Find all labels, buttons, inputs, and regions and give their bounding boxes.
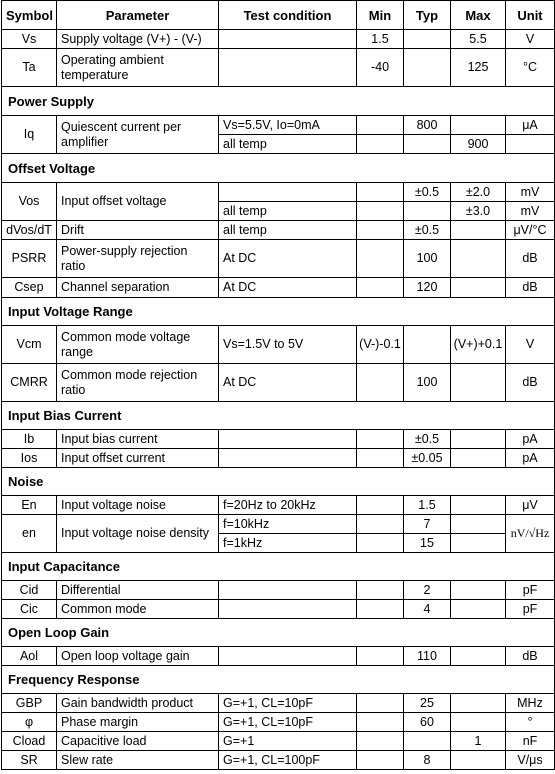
condition-cell: At DC — [219, 240, 357, 278]
min-cell — [357, 430, 404, 449]
max-cell — [451, 449, 506, 468]
typ-cell: 7 — [404, 515, 451, 534]
condition-cell: G=+1, CL=10pF — [219, 694, 357, 713]
typ-cell: 25 — [404, 694, 451, 713]
unit-cell: dB — [506, 278, 555, 298]
condition-cell — [219, 449, 357, 468]
condition-cell: Vs=5.5V, Io=0mA — [219, 116, 357, 135]
unit-cell: pF — [506, 581, 555, 600]
parameter-cell: Input offset voltage — [57, 183, 219, 221]
max-cell: 900 — [451, 135, 506, 154]
parameter-cell: Power-supply rejection ratio — [57, 240, 219, 278]
min-cell — [357, 202, 404, 221]
section-row — [2, 468, 555, 496]
section-title: Input Capacitance — [2, 553, 555, 581]
symbol-cell: Cload — [2, 732, 57, 751]
parameter-cell: Quiescent current per amplifier — [57, 116, 219, 154]
symbol-cell: SR — [2, 751, 57, 770]
min-cell — [357, 221, 404, 240]
min-cell — [357, 534, 404, 553]
condition-cell — [219, 430, 357, 449]
max-cell — [451, 221, 506, 240]
condition-cell: all temp — [219, 221, 357, 240]
table-row — [2, 430, 555, 449]
table-row — [2, 364, 555, 402]
typ-cell — [404, 202, 451, 221]
parameter-cell: Input voltage noise — [57, 496, 219, 515]
parameter-cell: Common mode — [57, 600, 219, 619]
section-row — [2, 402, 555, 430]
table-row — [2, 116, 555, 135]
unit-cell: V — [506, 30, 555, 49]
max-cell — [451, 240, 506, 278]
min-cell — [357, 713, 404, 732]
parameter-cell: Gain bandwidth product — [57, 694, 219, 713]
symbol-cell: dVos/dT — [2, 221, 57, 240]
symbol-cell: Ios — [2, 449, 57, 468]
parameter-cell: Capacitive load — [57, 732, 219, 751]
condition-cell: all temp — [219, 135, 357, 154]
max-cell — [451, 364, 506, 402]
section-row — [2, 666, 555, 694]
min-cell — [357, 647, 404, 666]
unit-cell: dB — [506, 240, 555, 278]
symbol-cell: Vs — [2, 30, 57, 49]
condition-cell — [219, 49, 357, 87]
symbol-cell: En — [2, 496, 57, 515]
min-cell: -40 — [357, 49, 404, 87]
min-cell — [357, 449, 404, 468]
parameter-cell: Supply voltage (V+) - (V-) — [57, 30, 219, 49]
symbol-cell: Vcm — [2, 326, 57, 364]
table-row — [2, 326, 555, 364]
typ-cell — [404, 326, 451, 364]
max-cell: 125 — [451, 49, 506, 87]
symbol-cell: PSRR — [2, 240, 57, 278]
symbol-cell: Ta — [2, 49, 57, 87]
condition-cell — [219, 647, 357, 666]
table-row — [2, 183, 555, 202]
typ-cell — [404, 30, 451, 49]
typ-cell: 100 — [404, 240, 451, 278]
parameter-cell: Drift — [57, 221, 219, 240]
table-row — [2, 694, 555, 713]
symbol-cell: Cid — [2, 581, 57, 600]
symbol-cell: Cic — [2, 600, 57, 619]
symbol-cell: Aol — [2, 647, 57, 666]
parameter-cell: Input voltage noise density — [57, 515, 219, 553]
unit-cell: μV — [506, 496, 555, 515]
min-cell — [357, 732, 404, 751]
max-cell — [451, 278, 506, 298]
max-cell: (V+)+0.1 — [451, 326, 506, 364]
parameter-cell: Differential — [57, 581, 219, 600]
condition-cell: f=1kHz — [219, 534, 357, 553]
parameter-cell: Slew rate — [57, 751, 219, 770]
symbol-cell: Csep — [2, 278, 57, 298]
max-cell — [451, 496, 506, 515]
condition-cell: G=+1 — [219, 732, 357, 751]
parameter-cell: Open loop voltage gain — [57, 647, 219, 666]
parameter-cell: Operating ambient temperature — [57, 49, 219, 87]
table-row — [2, 581, 555, 600]
unit-cell: mV — [506, 183, 555, 202]
section-row — [2, 154, 555, 183]
unit-cell: V — [506, 326, 555, 364]
condition-cell: G=+1, CL=10pF — [219, 713, 357, 732]
table-row — [2, 496, 555, 515]
col-symbol: Symbol — [2, 1, 57, 30]
symbol-cell: Ib — [2, 430, 57, 449]
max-cell: ±3.0 — [451, 202, 506, 221]
section-title: Input Bias Current — [2, 402, 555, 430]
parameter-cell: Channel separation — [57, 278, 219, 298]
col-min: Min — [357, 1, 404, 30]
unit-cell: nV/√Hz — [506, 515, 555, 553]
typ-cell: 800 — [404, 116, 451, 135]
min-cell — [357, 364, 404, 402]
min-cell — [357, 581, 404, 600]
typ-cell: 110 — [404, 647, 451, 666]
parameter-cell: Common mode rejection ratio — [57, 364, 219, 402]
min-cell — [357, 135, 404, 154]
condition-cell: G=+1, CL=100pF — [219, 751, 357, 770]
table-row — [2, 278, 555, 298]
col-typ: Typ — [404, 1, 451, 30]
min-cell — [357, 694, 404, 713]
min-cell: (V-)-0.1 — [357, 326, 404, 364]
table-row — [2, 647, 555, 666]
condition-cell: f=20Hz to 20kHz — [219, 496, 357, 515]
section-row — [2, 553, 555, 581]
min-cell — [357, 116, 404, 135]
typ-cell: 1.5 — [404, 496, 451, 515]
min-cell — [357, 496, 404, 515]
typ-cell: 4 — [404, 600, 451, 619]
min-cell — [357, 183, 404, 202]
section-row — [2, 619, 555, 647]
max-cell — [451, 713, 506, 732]
section-row — [2, 298, 555, 326]
typ-cell — [404, 135, 451, 154]
condition-cell: At DC — [219, 278, 357, 298]
parameter-cell: Phase margin — [57, 713, 219, 732]
unit-cell: MHz — [506, 694, 555, 713]
symbol-cell: Vos — [2, 183, 57, 221]
col-unit: Unit — [506, 1, 555, 30]
min-cell — [357, 515, 404, 534]
unit-cell: °C — [506, 49, 555, 87]
min-cell — [357, 600, 404, 619]
unit-cell: μA — [506, 116, 555, 135]
parameter-cell: Common mode voltage range — [57, 326, 219, 364]
max-cell: 5.5 — [451, 30, 506, 49]
table-row — [2, 240, 555, 278]
table-row — [2, 221, 555, 240]
table-row — [2, 732, 555, 751]
table-row — [2, 713, 555, 732]
symbol-cell: φ — [2, 713, 57, 732]
max-cell — [451, 430, 506, 449]
condition-cell: At DC — [219, 364, 357, 402]
symbol-cell: CMRR — [2, 364, 57, 402]
header-row — [2, 1, 555, 30]
typ-cell: 120 — [404, 278, 451, 298]
max-cell — [451, 581, 506, 600]
table-row — [2, 600, 555, 619]
max-cell — [451, 647, 506, 666]
min-cell — [357, 278, 404, 298]
condition-cell: Vs=1.5V to 5V — [219, 326, 357, 364]
table-row — [2, 449, 555, 468]
typ-cell: 8 — [404, 751, 451, 770]
max-cell — [451, 694, 506, 713]
typ-cell — [404, 732, 451, 751]
unit-cell: pF — [506, 600, 555, 619]
unit-cell: dB — [506, 364, 555, 402]
parameter-cell: Input bias current — [57, 430, 219, 449]
unit-cell: dB — [506, 647, 555, 666]
typ-cell: 2 — [404, 581, 451, 600]
unit-cell: μV/°C — [506, 221, 555, 240]
typ-cell: 15 — [404, 534, 451, 553]
typ-cell: ±0.5 — [404, 430, 451, 449]
typ-cell: 100 — [404, 364, 451, 402]
typ-cell: ±0.5 — [404, 221, 451, 240]
max-cell — [451, 116, 506, 135]
spec-table — [1, 0, 555, 770]
typ-cell: ±0.05 — [404, 449, 451, 468]
symbol-cell: GBP — [2, 694, 57, 713]
col-parameter: Parameter — [57, 1, 219, 30]
max-cell: ±2.0 — [451, 183, 506, 202]
section-title: Open Loop Gain — [2, 619, 555, 647]
section-title: Input Voltage Range — [2, 298, 555, 326]
table-row — [2, 751, 555, 770]
min-cell: 1.5 — [357, 30, 404, 49]
condition-cell — [219, 600, 357, 619]
section-title: Noise — [2, 468, 555, 496]
unit-cell: mV — [506, 202, 555, 221]
typ-cell: ±0.5 — [404, 183, 451, 202]
table-row — [2, 49, 555, 87]
section-title: Frequency Response — [2, 666, 555, 694]
typ-cell: 60 — [404, 713, 451, 732]
unit-cell: ° — [506, 713, 555, 732]
col-condition: Test condition — [219, 1, 357, 30]
table-row — [2, 515, 555, 534]
max-cell — [451, 600, 506, 619]
table-row — [2, 30, 555, 49]
unit-cell: pA — [506, 430, 555, 449]
unit-cell: nF — [506, 732, 555, 751]
max-cell — [451, 515, 506, 534]
unit-cell: V/μs — [506, 751, 555, 770]
min-cell — [357, 751, 404, 770]
max-cell — [451, 534, 506, 553]
col-max: Max — [451, 1, 506, 30]
unit-cell — [506, 135, 555, 154]
max-cell — [451, 751, 506, 770]
condition-cell — [219, 30, 357, 49]
condition-cell — [219, 183, 357, 202]
section-title: Offset Voltage — [2, 154, 555, 183]
condition-cell — [219, 581, 357, 600]
parameter-cell: Input offset current — [57, 449, 219, 468]
symbol-cell: en — [2, 515, 57, 553]
condition-cell: f=10kHz — [219, 515, 357, 534]
min-cell — [357, 240, 404, 278]
unit-cell: pA — [506, 449, 555, 468]
section-title: Power Supply — [2, 87, 555, 116]
max-cell: 1 — [451, 732, 506, 751]
typ-cell — [404, 49, 451, 87]
section-row — [2, 87, 555, 116]
symbol-cell: Iq — [2, 116, 57, 154]
condition-cell: all temp — [219, 202, 357, 221]
